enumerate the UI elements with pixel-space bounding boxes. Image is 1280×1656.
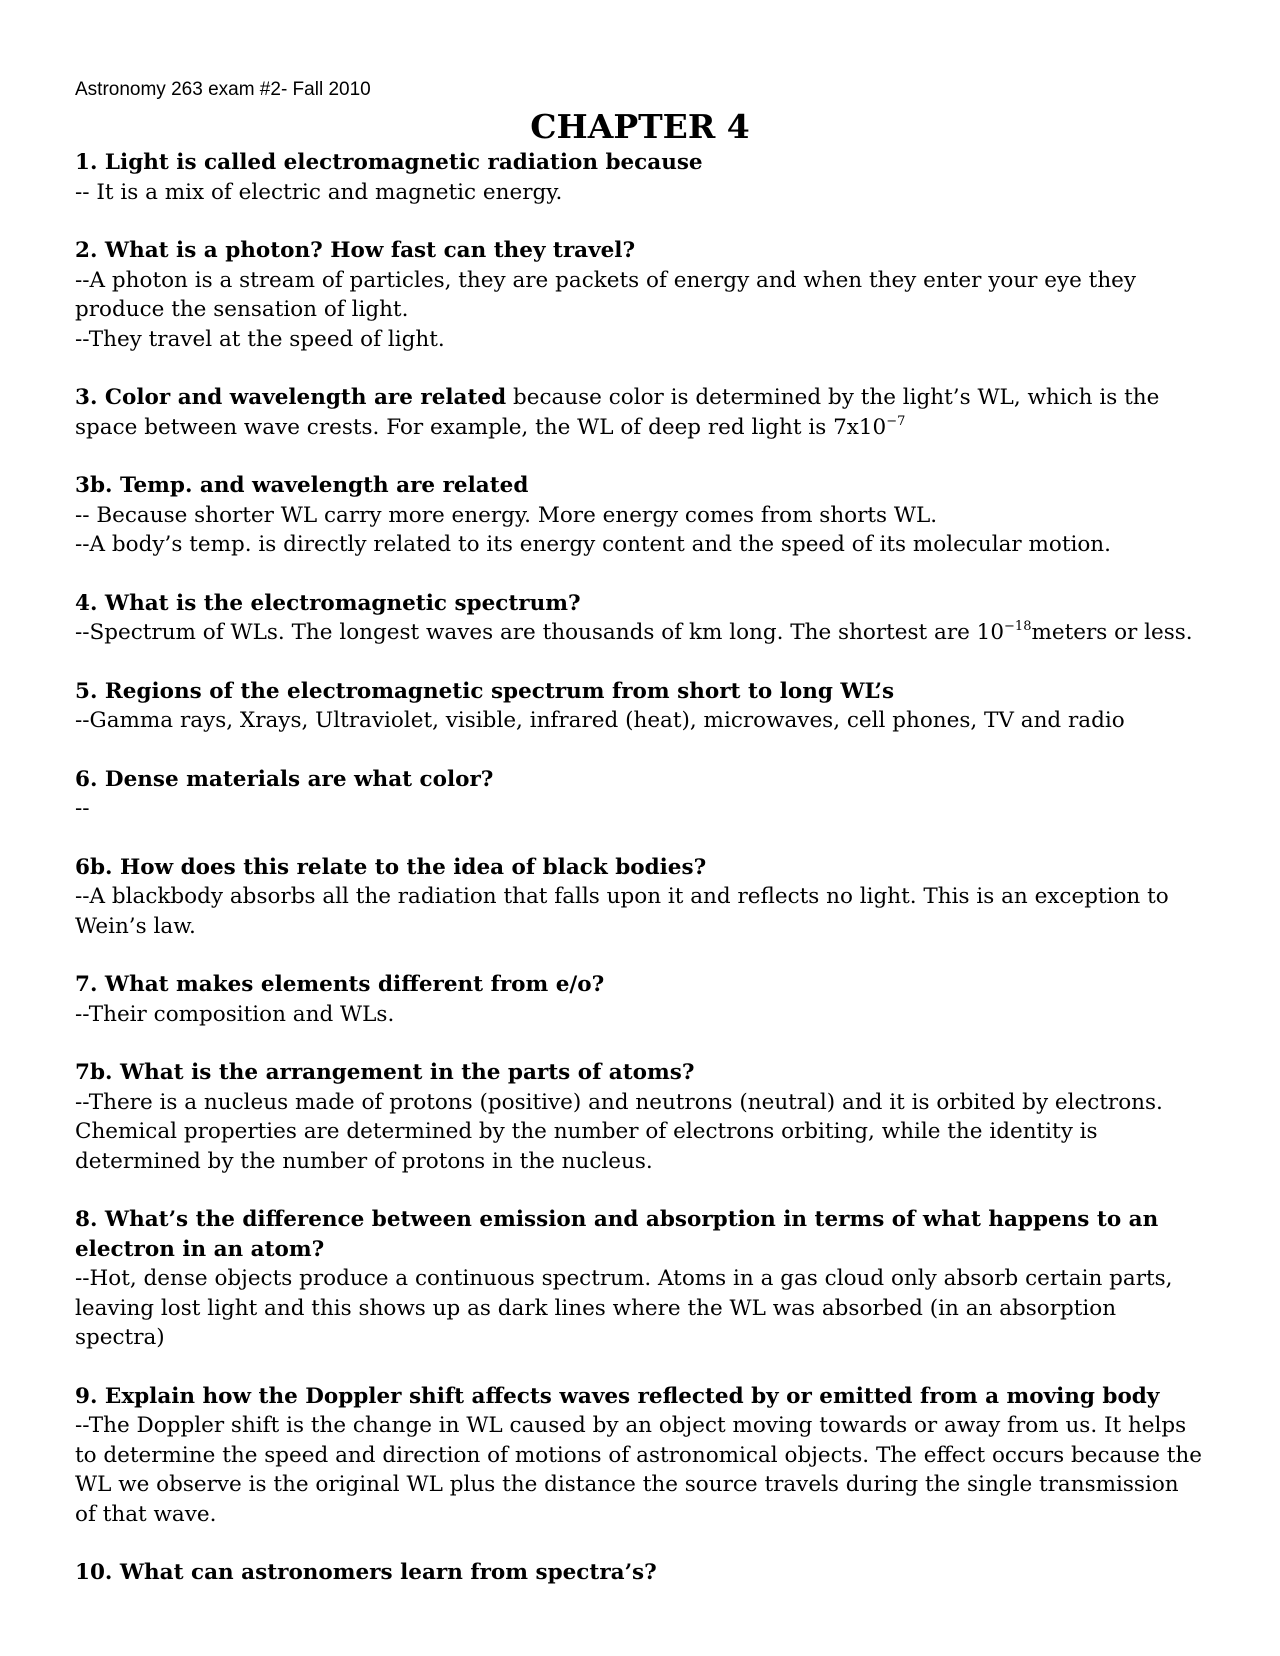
question-text: 8. What’s the difference between emission and absorption in terms of what happens to an electron in an atom? [75, 1207, 1159, 1262]
course-header: Astronomy 263 exam #2- Fall 2010 [75, 79, 371, 100]
answer-line: -- [75, 796, 90, 821]
answer-line: --Gamma rays, Xrays, Ultraviolet, visible, infrared (heat), microwaves, cell phones, TV and radio [75, 708, 1125, 733]
question-text: 9. Explain how the Doppler shift affects waves reflected by or emitted from a moving body [75, 1383, 1160, 1409]
exponent: −18 [1004, 619, 1032, 634]
question-text: 4. What is the electromagnetic spectrum? [75, 590, 581, 616]
question-7b [75, 1058, 1205, 1176]
question-text: 6b. How does this relate to the idea of black bodies? [75, 854, 707, 880]
question-text: 1. Light is called electromagnetic radiation because [75, 150, 703, 175]
question-text: 7b. What is the arrangement in the parts of atoms? [75, 1060, 695, 1085]
question-10 [75, 1558, 1205, 1588]
answer-line: --There is a nucleus made of protons (positive) and neutrons (neutral) and it is orbited by electrons. Chemical properties are determined by the number of electrons orbiting, while the identity is determined by the number of protons in the nucleus. [75, 1089, 1163, 1174]
answer-line: --A blackbody absorbs all the radiation that falls upon it and reflects no light. This is an exception to Wein’s law. [75, 884, 1169, 939]
question-4 [75, 589, 1205, 648]
question-7 [75, 970, 1205, 1029]
question-text: 3. Color and wavelength are related [75, 385, 507, 410]
question-text: 6. Dense materials are what color? [75, 766, 494, 792]
question-text: 3b. Temp. and wavelength are related [75, 473, 529, 498]
answer-line: --They travel at the speed of light. [75, 326, 445, 352]
question-3 [75, 383, 1205, 442]
question-3b [75, 471, 1205, 560]
answer-line [75, 618, 1205, 648]
question-1 [75, 148, 1205, 207]
exponent: −7 [886, 413, 906, 429]
answer-line: --A photon is a stream of particles, they are packets of energy and when they enter your eye they produce the sensation of light. [75, 267, 1137, 322]
answer-line: --Their composition and WLs. [75, 1001, 395, 1027]
question-text: 7. What makes elements different from e/o? [75, 972, 605, 997]
answer-line: -- Because shorter WL carry more energy. More energy comes from shorts WL. [75, 502, 938, 528]
question-text: 10. What can astronomers learn from spectra’s? [75, 1560, 657, 1585]
question-9 [75, 1382, 1205, 1530]
question-8 [75, 1205, 1205, 1353]
chapter-title: CHAPTER 4 [530, 107, 750, 146]
question-6 [75, 765, 1205, 824]
answer-paragraph [75, 383, 1205, 442]
question-2 [75, 236, 1205, 354]
question-text: 2. What is a photon? How fast can they travel? [75, 238, 636, 263]
document-page [75, 78, 1205, 1617]
answer-line: --A body’s temp. is directly related to its energy content and the speed of its molecular motion. [75, 532, 1111, 557]
answer-text: meters or less. [1031, 620, 1193, 645]
question-text: 5. Regions of the electromagnetic spectrum from short to long WL’s [75, 678, 895, 704]
answer-text: --Spectrum of WLs. The longest waves are thousands of km long. The shortest are 10 [75, 620, 1005, 645]
answer-line: --Hot, dense objects produce a continuous spectrum. Atoms in a gas cloud only absorb certain parts, leaving lost light and this shows up as dark lines where the WL was absorbed (in an absorption spectra) [75, 1266, 1173, 1350]
question-6b [75, 853, 1205, 942]
answer-text: because color is determined by the light’s WL, which is the space between wave crests. For example, the WL of deep red light is 7x10 [75, 385, 1160, 440]
question-5 [75, 677, 1205, 736]
answer-line: --The Doppler shift is the change in WL caused by an object moving towards or away from us. It helps to determine the speed and direction of motions of astronomical objects. The effect occurs because the WL we observe is the original WL plus the distance the source travels during the single transmission of that wave. [75, 1413, 1202, 1527]
answer-line: -- It is a mix of electric and magnetic energy. [75, 179, 563, 205]
